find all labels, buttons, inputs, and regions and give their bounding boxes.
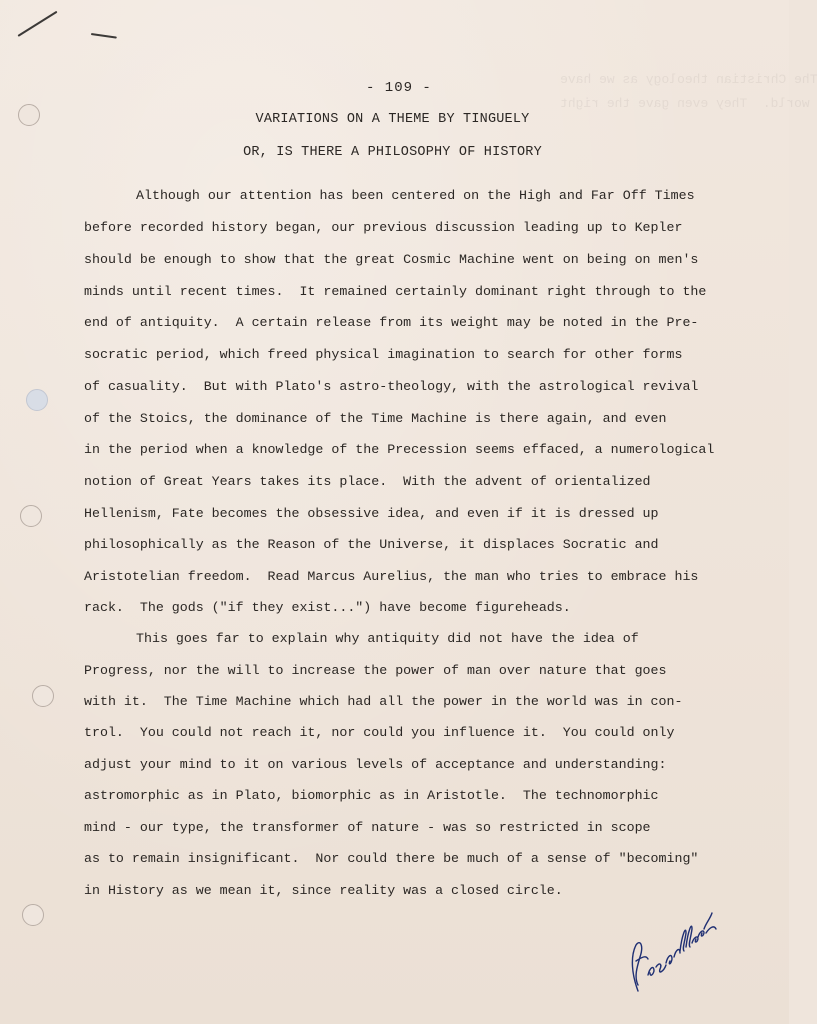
text-line: mind - our type, the transformer of nature - was so restricted in scope: [84, 820, 651, 835]
text-line: Hellenism, Fate becomes the obsessive idea, and even if it is dressed up: [84, 506, 659, 521]
text-line: before recorded history began, our previous discussion leading up to Kepler: [84, 220, 683, 235]
text-line: notion of Great Years takes its place. With the advent of orientalized: [84, 474, 651, 489]
text-line: as to remain insignificant. Nor could there be much of a sense of "becoming": [84, 851, 699, 866]
binder-hole: [32, 685, 54, 707]
text-line: minds until recent times. It remained certainly dominant right through to the: [84, 284, 707, 299]
pencil-mark: [91, 33, 117, 39]
text-line: philosophically as the Reason of the Universe, it displaces Socratic and: [84, 537, 659, 552]
bleed-through: world. They even gave the right: [560, 96, 810, 111]
text-line: of the Stoics, the dominance of the Time Machine is there again, and even: [84, 411, 667, 426]
binder-hole: [20, 505, 42, 527]
binder-hole: [22, 904, 44, 926]
text-line: with it. The Time Machine which had all the power in the world was in con-: [84, 694, 683, 709]
text-line: rack. The gods ("if they exist...") have become figureheads.: [84, 600, 571, 615]
title-line-1: VARIATIONS ON A THEME BY TINGUELY: [255, 112, 530, 127]
text-line: in the period when a knowledge of the Precession seems effaced, a numerological: [84, 442, 715, 457]
page-number: - 109 -: [366, 80, 432, 96]
handwritten-signature: [620, 905, 720, 997]
pencil-mark: [17, 11, 57, 37]
text-line: Aristotelian freedom. Read Marcus Aurelius, the man who tries to embrace his: [84, 569, 699, 584]
binder-hole: [26, 389, 48, 411]
text-line: adjust your mind to it on various levels of acceptance and understanding:: [84, 757, 667, 772]
text-line: Although our attention has been centered on the High and Far Off Times: [136, 188, 695, 203]
text-line: of casuality. But with Plato's astro-theology, with the astrological revival: [84, 379, 699, 394]
text-line: end of antiquity. A certain release from its weight may be noted in the Pre-: [84, 315, 699, 330]
text-line: should be enough to show that the great Cosmic Machine went on being on men's: [84, 252, 699, 267]
text-line: astromorphic as in Plato, biomorphic as in Aristotle. The technomorphic: [84, 788, 659, 803]
bleed-through: The Christian theology as we have: [560, 72, 817, 87]
text-line: socratic period, which freed physical imagination to search for other forms: [84, 347, 683, 362]
text-line: This goes far to explain why antiquity did not have the idea of: [136, 631, 639, 646]
text-line: trol. You could not reach it, nor could you influence it. You could only: [84, 725, 675, 740]
text-line: in History as we mean it, since reality was a closed circle.: [84, 883, 563, 898]
title-line-2: OR, IS THERE A PHILOSOPHY OF HISTORY: [243, 145, 542, 160]
text-line: Progress, nor the will to increase the power of man over nature that goes: [84, 663, 667, 678]
